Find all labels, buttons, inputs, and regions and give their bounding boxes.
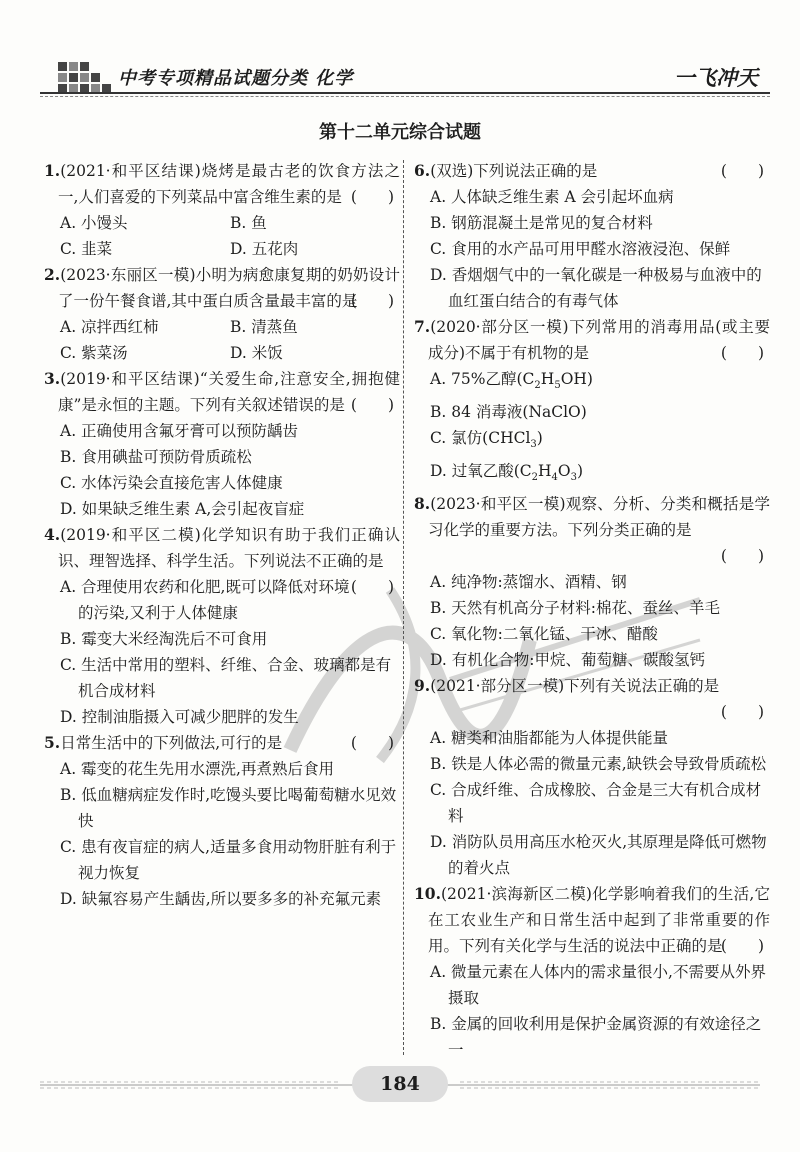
answer-blank: ( ) — [720, 344, 764, 362]
option-b: B. 铁是人体必需的微量元素,缺铁会导致骨质疏松 — [430, 755, 767, 774]
question-number: 9. — [414, 676, 431, 696]
answer-blank: ( ) — [720, 703, 764, 722]
option-d: D. 香烟烟气中的一氧化碳是一种极易与血液中的血红蛋白结合的有毒气体 — [430, 266, 762, 310]
question-number: 2. — [44, 265, 61, 284]
question-number: 8. — [414, 494, 431, 514]
option-b: B. 84 消毒液(NaClO) — [430, 403, 587, 422]
option-b: B. 鱼 — [230, 214, 267, 232]
answer-blank: ( ) — [720, 937, 764, 956]
question-6 — [414, 158, 770, 314]
option-d: D. 如果缺乏维生素 A,会引起夜盲症 — [60, 500, 305, 518]
option-d: D. 缺氟容易产生龋齿,所以要多多的补充氟元素 — [60, 890, 382, 908]
question-5 — [44, 730, 400, 912]
column-divider — [403, 160, 404, 1055]
option-a: A. 合理使用农药和化肥,既可以降低对环境的污染,又利于人体健康 — [60, 578, 350, 622]
answer-blank: ( ) — [720, 547, 764, 566]
option-c: C. 合成纤维、合成橡胶、合金是三大有机合成材料 — [430, 781, 762, 826]
header-brand: 一飞冲天 — [674, 65, 758, 90]
question-8 — [414, 491, 770, 673]
question-number: 7. — [414, 317, 431, 336]
page-title: 第十二单元综合试题 — [319, 122, 481, 143]
option-d: D. 过氧乙酸$(C_2H_4O_3)$ — [430, 462, 584, 484]
option-b: B. 金属的回收利用是保护金属资源的有效途径之一 — [430, 1015, 762, 1060]
question-stem: (双选)下列说法正确的是 — [430, 162, 598, 180]
answer-blank: ( ) — [350, 188, 394, 206]
answer-blank: ( ) — [720, 162, 764, 180]
option-c: C. 氯仿(CHCl$_3$) — [430, 429, 543, 451]
question-number: 10. — [414, 884, 441, 904]
question-1 — [44, 158, 400, 262]
question-number: 4. — [44, 525, 61, 544]
option-b: B. 食用碘盐可预防骨质疏松 — [60, 448, 252, 466]
option-a: A. 糖类和油脂都能为人体提供能量 — [430, 729, 669, 748]
header-title: 中考专项精品试题分类 化学 — [118, 68, 354, 89]
option-b: B. 钢筋混凝土是常见的复合材料 — [430, 214, 653, 232]
question-4 — [44, 522, 400, 730]
option-a: A. 75%乙醇$(C_2H_5OH)$ — [430, 370, 593, 392]
question-stem: 日常生活中的下列做法,可行的是 — [60, 734, 283, 752]
answer-blank: ( ) — [350, 396, 394, 414]
option-b: B. 低血糖病症发作时,吃馒头要比喝葡萄糖水见效快 — [60, 786, 397, 830]
question-stem: (2020·部分区一模)下列常用的消毒用品(或主要成分)不属于有机物的是 — [428, 318, 770, 362]
option-b: B. 天然有机高分子材料:棉花、蚕丝、羊毛 — [430, 599, 720, 618]
option-c: C. 生活中常用的塑料、纤维、合金、玻璃都是有机合成材料 — [60, 656, 392, 700]
option-c: C. 紫菜汤 — [60, 344, 128, 362]
option-d: D. 五花肉 — [230, 240, 299, 258]
option-c: C. 患有夜盲症的病人,适量多食用动物肝脏有利于视力恢复 — [60, 838, 397, 882]
right-column — [414, 158, 770, 1063]
option-b: B. 清蒸鱼 — [230, 318, 298, 336]
question-3 — [44, 366, 400, 522]
option-b: B. 霉变大米经淘洗后不可食用 — [60, 630, 268, 648]
question-stem: (2021·和平区结课)烧烤是最古老的饮食方法之一,人们喜爱的下列菜品中富含维生素的是 — [58, 162, 400, 206]
option-d: D. 有机化合物:甲烷、葡萄糖、碳酸氢钙 — [430, 651, 705, 670]
page-number: 184 — [352, 1066, 448, 1102]
option-d: D. 控制油脂摄入可减少肥胖的发生 — [60, 708, 299, 726]
option-d: D. 米饭 — [230, 344, 283, 362]
question-number: 6. — [414, 161, 431, 180]
option-a: A. 人体缺乏维生素 A 会引起坏血病 — [430, 188, 674, 206]
option-a: A. 纯净物:蒸馏水、酒精、钢 — [430, 573, 627, 592]
question-stem: (2023·和平区一模)观察、分析、分类和概括是学习化学的重要方法。下列分类正确的是 — [428, 495, 770, 540]
question-stem: (2021·部分区一模)下列有关说法正确的是 — [430, 677, 720, 696]
answer-blank: ( ) — [350, 734, 394, 752]
question-stem: (2019·和平区结课)“关爱生命,注意安全,拥抱健康”是永恒的主题。下列有关叙述错误的是 — [58, 370, 400, 414]
question-2 — [44, 262, 400, 366]
left-column — [44, 158, 400, 912]
option-c: C. 氧化物:二氧化锰、干冰、醋酸 — [430, 625, 658, 644]
header-rule — [40, 92, 770, 94]
question-stem: (2023·东丽区一模)小明为病愈康复期的奶奶设计了一份午餐食谱,其中蛋白质含量最丰富的是 — [58, 266, 400, 310]
option-c: C. 食用的水产品可用甲醛水溶液浸泡、保鲜 — [430, 240, 731, 258]
question-number: 3. — [44, 369, 61, 388]
option-d: D. 消防队员用高压水枪灭火,其原理是降低可燃物的着火点 — [430, 833, 767, 878]
answer-blank: ( ) — [350, 578, 394, 596]
page-header — [40, 58, 770, 98]
question-number: 5. — [44, 733, 61, 752]
option-c: C. 韭菜 — [60, 240, 113, 258]
option-a: A. 小馒头 — [60, 214, 128, 232]
option-c: C. 水体污染会直接危害人体健康 — [60, 474, 283, 492]
answer-blank: ( ) — [350, 292, 394, 310]
option-a: A. 微量元素在人体内的需求量很小,不需要从外界摄取 — [430, 963, 766, 1008]
question-stem: (2021·滨海新区二模)化学影响着我们的生活,它在工农业生产和日常生活中起到了非常重要的作用。下列有关化学与生活的说法中正确的是 — [428, 885, 770, 956]
question-10 — [414, 881, 770, 1063]
question-number: 1. — [44, 161, 61, 180]
header-rule-dashed — [40, 96, 770, 97]
option-a: A. 霉变的花生先用水漂洗,再煮熟后食用 — [60, 760, 334, 778]
option-a: A. 正确使用含氟牙膏可以预防龋齿 — [60, 422, 299, 440]
option-a: A. 凉拌西红柿 — [60, 318, 159, 336]
question-9 — [414, 673, 770, 881]
question-7 — [414, 314, 770, 491]
question-stem: (2019·和平区二模)化学知识有助于我们正确认识、理智选择、科学生活。下列说法不正确的是 — [58, 526, 400, 570]
